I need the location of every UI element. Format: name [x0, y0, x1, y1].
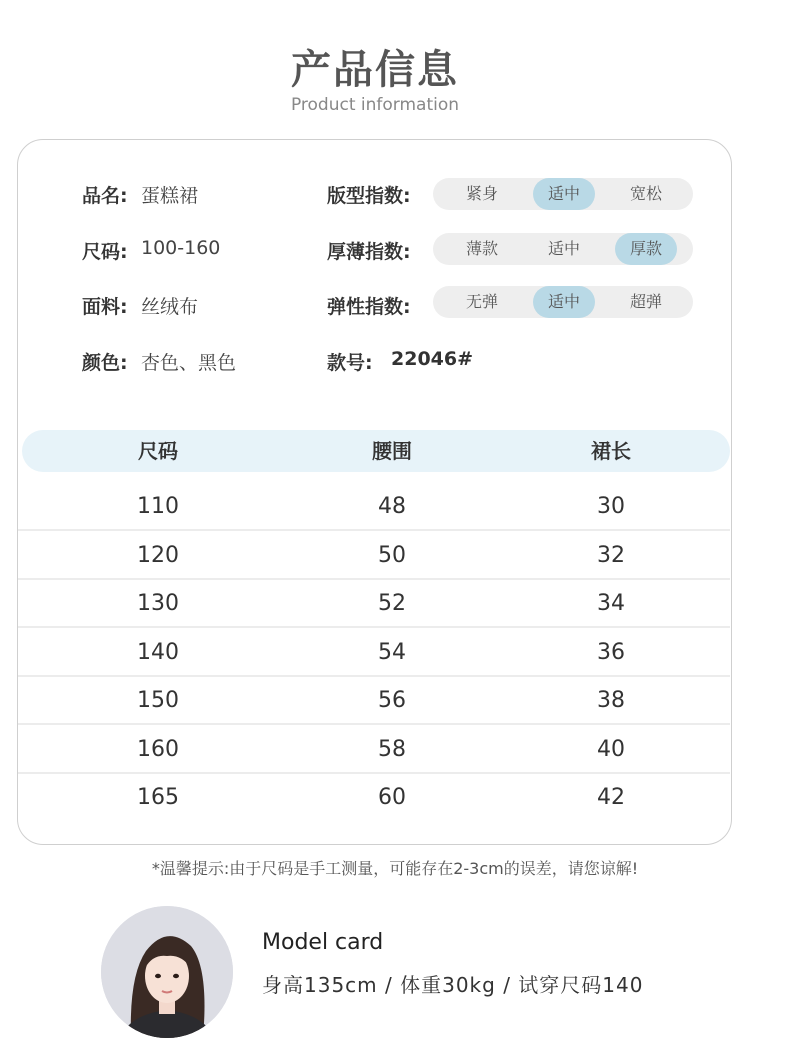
- table-row: [18, 726, 730, 774]
- table-row: [18, 532, 730, 580]
- page-title: 产品信息: [291, 47, 459, 93]
- cell-waist: 54: [378, 640, 406, 665]
- fabric-label: 面料:: [82, 296, 128, 318]
- cell-length: 42: [597, 785, 625, 810]
- fit-option-tight: 紧身: [465, 184, 498, 203]
- column-header-length: 裙长: [591, 439, 631, 463]
- model-card-info: 身高135cm / 体重30kg / 试穿尺码140: [262, 973, 644, 997]
- table-row: [18, 677, 730, 725]
- cell-size: 110: [137, 494, 179, 519]
- size-table-header: [22, 430, 730, 472]
- thickness-option-regular: 适中: [547, 239, 580, 258]
- cell-length: 30: [597, 494, 625, 519]
- cell-size: 165: [137, 785, 179, 810]
- fabric-value: 丝绒布: [141, 296, 199, 318]
- elasticity-option-none: 无弹: [465, 292, 498, 311]
- cell-length: 38: [597, 688, 625, 713]
- cell-waist: 58: [378, 737, 406, 762]
- table-row: [18, 629, 730, 677]
- table-row: [18, 774, 730, 822]
- name-value: 蛋糕裙: [141, 185, 199, 207]
- column-header-waist: 腰围: [372, 439, 412, 463]
- fit-index-label: 版型指数:: [327, 185, 411, 207]
- cell-waist: 60: [378, 785, 406, 810]
- cell-length: 32: [597, 543, 625, 568]
- cell-length: 40: [597, 737, 625, 762]
- thickness-index-label: 厚薄指数:: [327, 241, 411, 263]
- cell-size: 130: [137, 591, 179, 616]
- cell-length: 36: [597, 640, 625, 665]
- elasticity-option-regular: 适中: [533, 286, 595, 318]
- table-row: [18, 580, 730, 628]
- size-label: 尺码:: [82, 241, 128, 263]
- size-value: 100-160: [141, 237, 221, 259]
- thickness-index-scale: [433, 233, 693, 265]
- cell-size: 120: [137, 543, 179, 568]
- table-row: [18, 483, 730, 531]
- cell-size: 160: [137, 737, 179, 762]
- fit-option-regular: 适中: [533, 178, 595, 210]
- cell-size: 140: [137, 640, 179, 665]
- color-label: 颜色:: [82, 352, 128, 374]
- thickness-option-thick: 厚款: [615, 233, 677, 265]
- elasticity-option-super: 超弹: [629, 292, 662, 311]
- cell-length: 34: [597, 591, 625, 616]
- cell-waist: 48: [378, 494, 406, 519]
- color-value: 杏色、黑色: [141, 352, 237, 374]
- thickness-option-thin: 薄款: [465, 239, 498, 258]
- cell-waist: 52: [378, 591, 406, 616]
- name-label: 品名:: [82, 185, 128, 207]
- cell-size: 150: [137, 688, 179, 713]
- column-header-size: 尺码: [138, 439, 178, 463]
- page-subtitle: Product information: [290, 95, 460, 115]
- cell-waist: 56: [378, 688, 406, 713]
- model-card-title: Model card: [262, 930, 384, 955]
- elasticity-index-scale: [433, 286, 693, 318]
- style-number-label: 款号:: [327, 352, 373, 374]
- cell-waist: 50: [378, 543, 406, 568]
- style-number-value: 22046#: [391, 348, 474, 370]
- fit-option-loose: 宽松: [629, 184, 662, 203]
- model-avatar: [101, 906, 233, 1038]
- fit-index-scale: [433, 178, 693, 210]
- model-portrait-icon: [101, 906, 233, 1038]
- elasticity-index-label: 弹性指数:: [327, 296, 411, 318]
- measurement-note: *温馨提示:由于尺码是手工测量，可能存在2-3cm的误差，请您谅解!: [151, 859, 639, 878]
